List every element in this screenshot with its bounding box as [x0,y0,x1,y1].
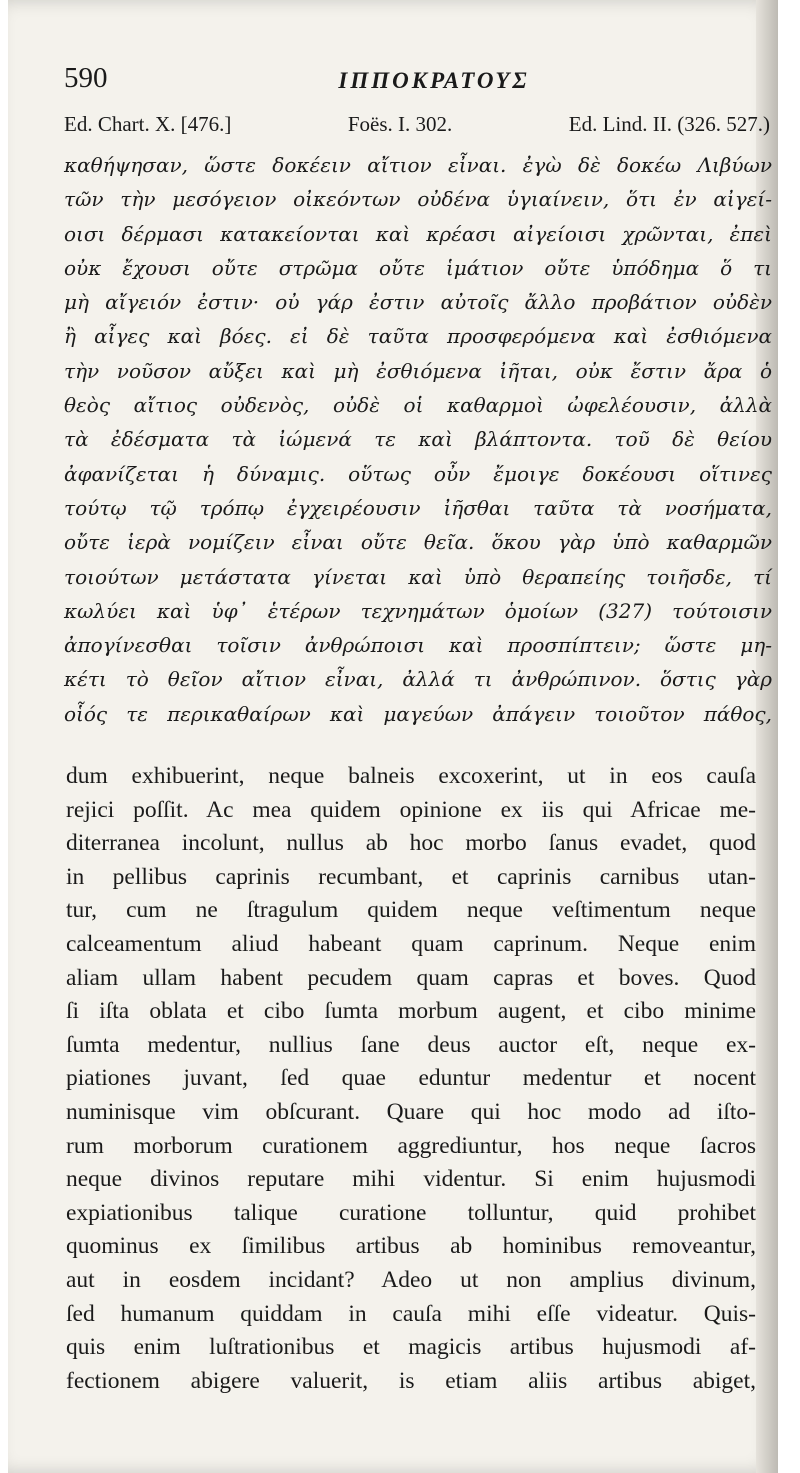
running-title: ΙΠΠΟΚΡΑΤΟΥΣ [338,68,530,93]
greek-line: θεὸς αἴτιος οὐδενὸς, οὐδὲ οἱ καθαρμοὶ ὠφελέουσιν, ἀλλὰ [64,393,772,418]
latin-line: ſumta medentur, nullius ſane deus auctor eſt, neque ex- [66,1031,756,1058]
latin-line: aut in eosdem incidant? Adeo ut non amplius divinum, [66,1266,756,1293]
greek-line: οισι δέρμασι κατακείονται καὶ κρέασι αἰγείοισι χρῶνται, ἐπεὶ [64,221,772,246]
latin-line: numinisque vim obſcurant. Quare qui hoc modo ad iſto- [66,1098,756,1125]
latin-line: diterranea incolunt, nullus ab hoc morbo ſanus evadet, quod [66,830,756,857]
latin-line: quominus ex ſimilibus artibus ab hominibus removeantur, [66,1233,756,1260]
latin-line: quis enim luſtrationibus et magicis artibus hujusmodi af- [66,1334,756,1361]
latin-line: in pellibus caprinis recumbant, et caprinis carnibus utan- [66,863,756,890]
latin-line: aliam ullam habent pecudem quam capras et boves. Quod [66,964,756,991]
greek-line: κωλύει καὶ ὑφ᾽ ἑτέρων τεχνημάτων ὁμοίων (327) τούτοισιν [64,598,772,623]
latin-line: fectionem abigere valuerit, is etiam aliis artibus abiget, [66,1367,756,1394]
greek-line: μὴ αἴγειόν ἐστιν· οὐ γάρ ἐστιν αὐτοῖς ἄλλο προβάτιον οὐδὲν [64,290,772,315]
edition-foes: Foës. I. 302. [347,112,453,136]
greek-line: τοιούτων μετάστατα γίνεται καὶ ὑπὸ θεραπείης τοιῆσδε, τί [64,564,772,589]
edition-chart: Ed. Chart. X. [476.] [64,112,232,136]
edition-references [64,112,770,137]
page-header [64,62,764,102]
latin-line: tur, cum ne ſtragulum quidem neque veſtimentum neque [66,897,756,924]
latin-line: rum morborum curationem aggrediuntur, hos neque ſacros [66,1132,756,1159]
greek-line: οὐκ ἔχουσι οὔτε στρῶμα οὔτε ἱμάτιον οὔτε ὑπόδημα ὅ τι [64,255,772,280]
latin-text-block [66,760,756,1398]
greek-line: καθήψησαν, ὥστε δοκέειν αἴτιον εἶναι. ἐγὼ δὲ δοκέω Λιβύων [64,153,772,177]
greek-line: ἀφανίζεται ἡ δύναμις. οὕτως οὖν ἔμοιγε δοκέουσι οἵτινες [64,461,772,486]
greek-line: οἷός τε περικαθαίρων καὶ μαγεύων ἀπάγειν τοιοῦτον πάθος, [64,701,772,726]
greek-line: ἀπογίνεσθαι τοῖσιν ἀνθρώποισι καὶ προσπίπτειν; ὥστε μη- [64,633,772,658]
latin-line: expiationibus talique curatione tolluntur, quid prohibet [66,1199,756,1226]
greek-line: οὔτε ἱερὰ νομίζειν εἶναι οὔτε θεῖα. ὅκου γὰρ ὑπὸ καθαρμῶν [64,530,772,555]
greek-line: κέτι τὸ θεῖον αἴτιον εἶναι, ἀλλά τι ἀνθρώπινον. ὅστις γὰρ [64,667,772,692]
latin-line: ſi iſta oblata et cibo ſumta morbum augent, et cibo minime [66,998,756,1025]
latin-line: ſed humanum quiddam in cauſa mihi eſſe videatur. Quis- [66,1300,756,1327]
greek-line: τούτῳ τῷ τρόπῳ ἐγχειρέουσιν ἰῆσθαι ταῦτα τὰ νοσήματα, [64,495,772,520]
book-page [8,0,778,1473]
greek-text-block [64,148,772,731]
greek-line: τὴν νοῦσον αὔξει καὶ μὴ ἐσθιόμενα ἰῆται, οὐκ ἔστιν ἄρα ὁ [64,358,772,383]
latin-line: piationes juvant, ſed quae eduntur medentur et nocent [66,1065,756,1092]
edition-lind: Ed. Lind. II. (326. 527.) [568,112,770,136]
latin-line: neque divinos reputare mihi videntur. Si enim hujusmodi [66,1166,756,1193]
greek-line: τῶν τὴν μεσόγειον οἰκεόντων οὐδένα ὑγιαίνειν, ὅτι ἐν αἰγεί- [64,187,772,212]
latin-line: calceamentum aliud habeant quam caprinum. Neque enim [66,930,756,957]
latin-line: rejici poſſit. Ac mea quidem opinione ex iis qui Africae me- [66,796,756,823]
greek-line: τὰ ἐδέσματα τὰ ἰώμενά τε καὶ βλάπτοντα. τοῦ δὲ θείου [64,427,772,452]
page-number: 590 [64,62,108,94]
latin-line: dum exhibuerint, neque balneis excoxerint, ut in eos cauſa [66,763,756,789]
greek-line: ἢ αἶγες καὶ βόες. εἰ δὲ ταῦτα προσφερόμενα καὶ ἐσθιόμενα [64,324,772,349]
